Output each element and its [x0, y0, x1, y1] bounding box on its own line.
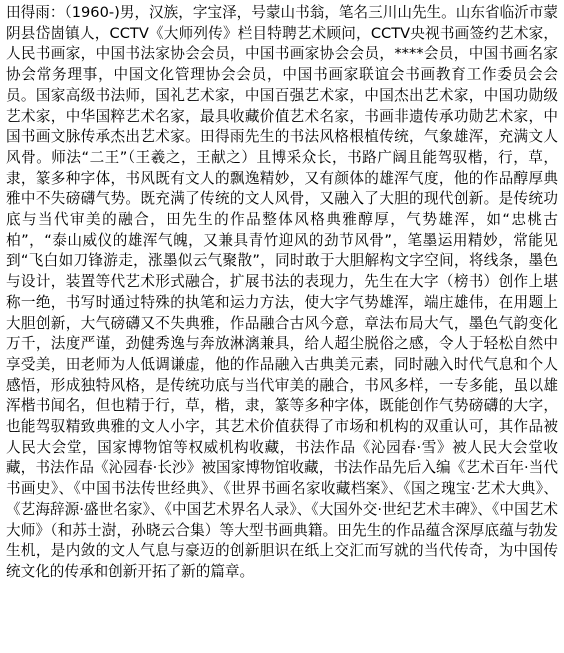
biography-paragraph: 田得雨：（1960-)男，汉族，字宝泽，号蒙山书翁，笔名三川山先生。山东省临沂市蒙阴县岱崮镇人，CCTV《大师列传》栏目特聘艺术顾问，CCTV央视书画签约艺术家，人民书画家，中国书法家协会会员，中国书画家协会会员，****会员，中国书画名家协会常务理事，中国文化管理协会会员，中国书画家联谊会书画教育工作委员会会员。国家高级书法师，国礼艺术家，中国百强艺术家，中国杰出艺术家，中国功勋级艺术家，中华国粹艺术名家，最具收藏价值艺术名家，书画非遗传承功勋艺术家，中国书画文脉传承杰出艺术家。田得雨先生的书法风格根植传统，气象雄浑，充满文人风骨。师法“二王”（王羲之，王献之）且博采众长，书路广阔且能驾驭楷，行，草，隶，篆多种字体，书风既有文人的飘逸精妙，又有颜体的雄浑气度，他的作品醇厚典雅中不失磅礴气势。既充满了传统的文人风骨，又融入了大胆的现代创新。是传统功底与当代审美的融合，田先生的作品整体风格典雅醇厚，气势雄浑，如“忠桃古柏”，“泰山威仪的雄浑气魄，又兼具青竹迎风的劲节风骨”，笔墨运用精妙，常能见到“飞白如刀锋游走，涨墨似云气聚散”，同时敢于大胆解构文字空间，将线条，墨色与设计，装置等代艺术形式融合，扩展书法的表现力，先生在大字（榜书）创作上堪称一绝，书写时通过特殊的执笔和运力方法，使大字气势雄浑，端庄雄伟，在用题上大胆创新，大气磅礴又不失典雅，作品融合古风今意，章法布局大气，墨色气韵变化万千，法度严谨，劲健秀逸与奔放淋漓兼具，给人超尘脱俗之感，令人于轻松自然中享受美，田老师为人低调谦虚，他的作品融入古典美元素，同时融入时代气息和个人感悟，形成独特风格，是传统功底与当代审美的融合，书风多样，一专多能，虽以雄浑楷书闻名，但也精于行，草，楷，隶，篆等多种字体，既能创作气势磅礴的大字，也能驾驭精致典雅的文人小字，其艺术价值获得了市场和机构的双重认可，其作品被人民大会堂，国家博物馆等权威机构收藏，书法作品《沁园春·雪》被人民大会堂收藏，书法作品《沁园春·长沙》被国家博物馆收藏，书法作品先后入编《艺术百年·当代书画史》、《中国书法传世经典》、《世界书画名家收藏档案》、《国之瑰宝·艺术大典》、《艺海辞源·盛世名家》、《中国艺术界名人录》、《大国外交·世纪艺术丰碑》、《中国艺术大师》（和苏士澍，孙晓云合集）等大型书画典籍。田先生的作品蕴含深厚底蕴与勃发生机，是内敛的文人气息与豪迈的创新胆识在纸上交汇而写就的当代传奇，为中国传统文化的传承和创新开拓了新的篇章。 [6, 4, 558, 580]
